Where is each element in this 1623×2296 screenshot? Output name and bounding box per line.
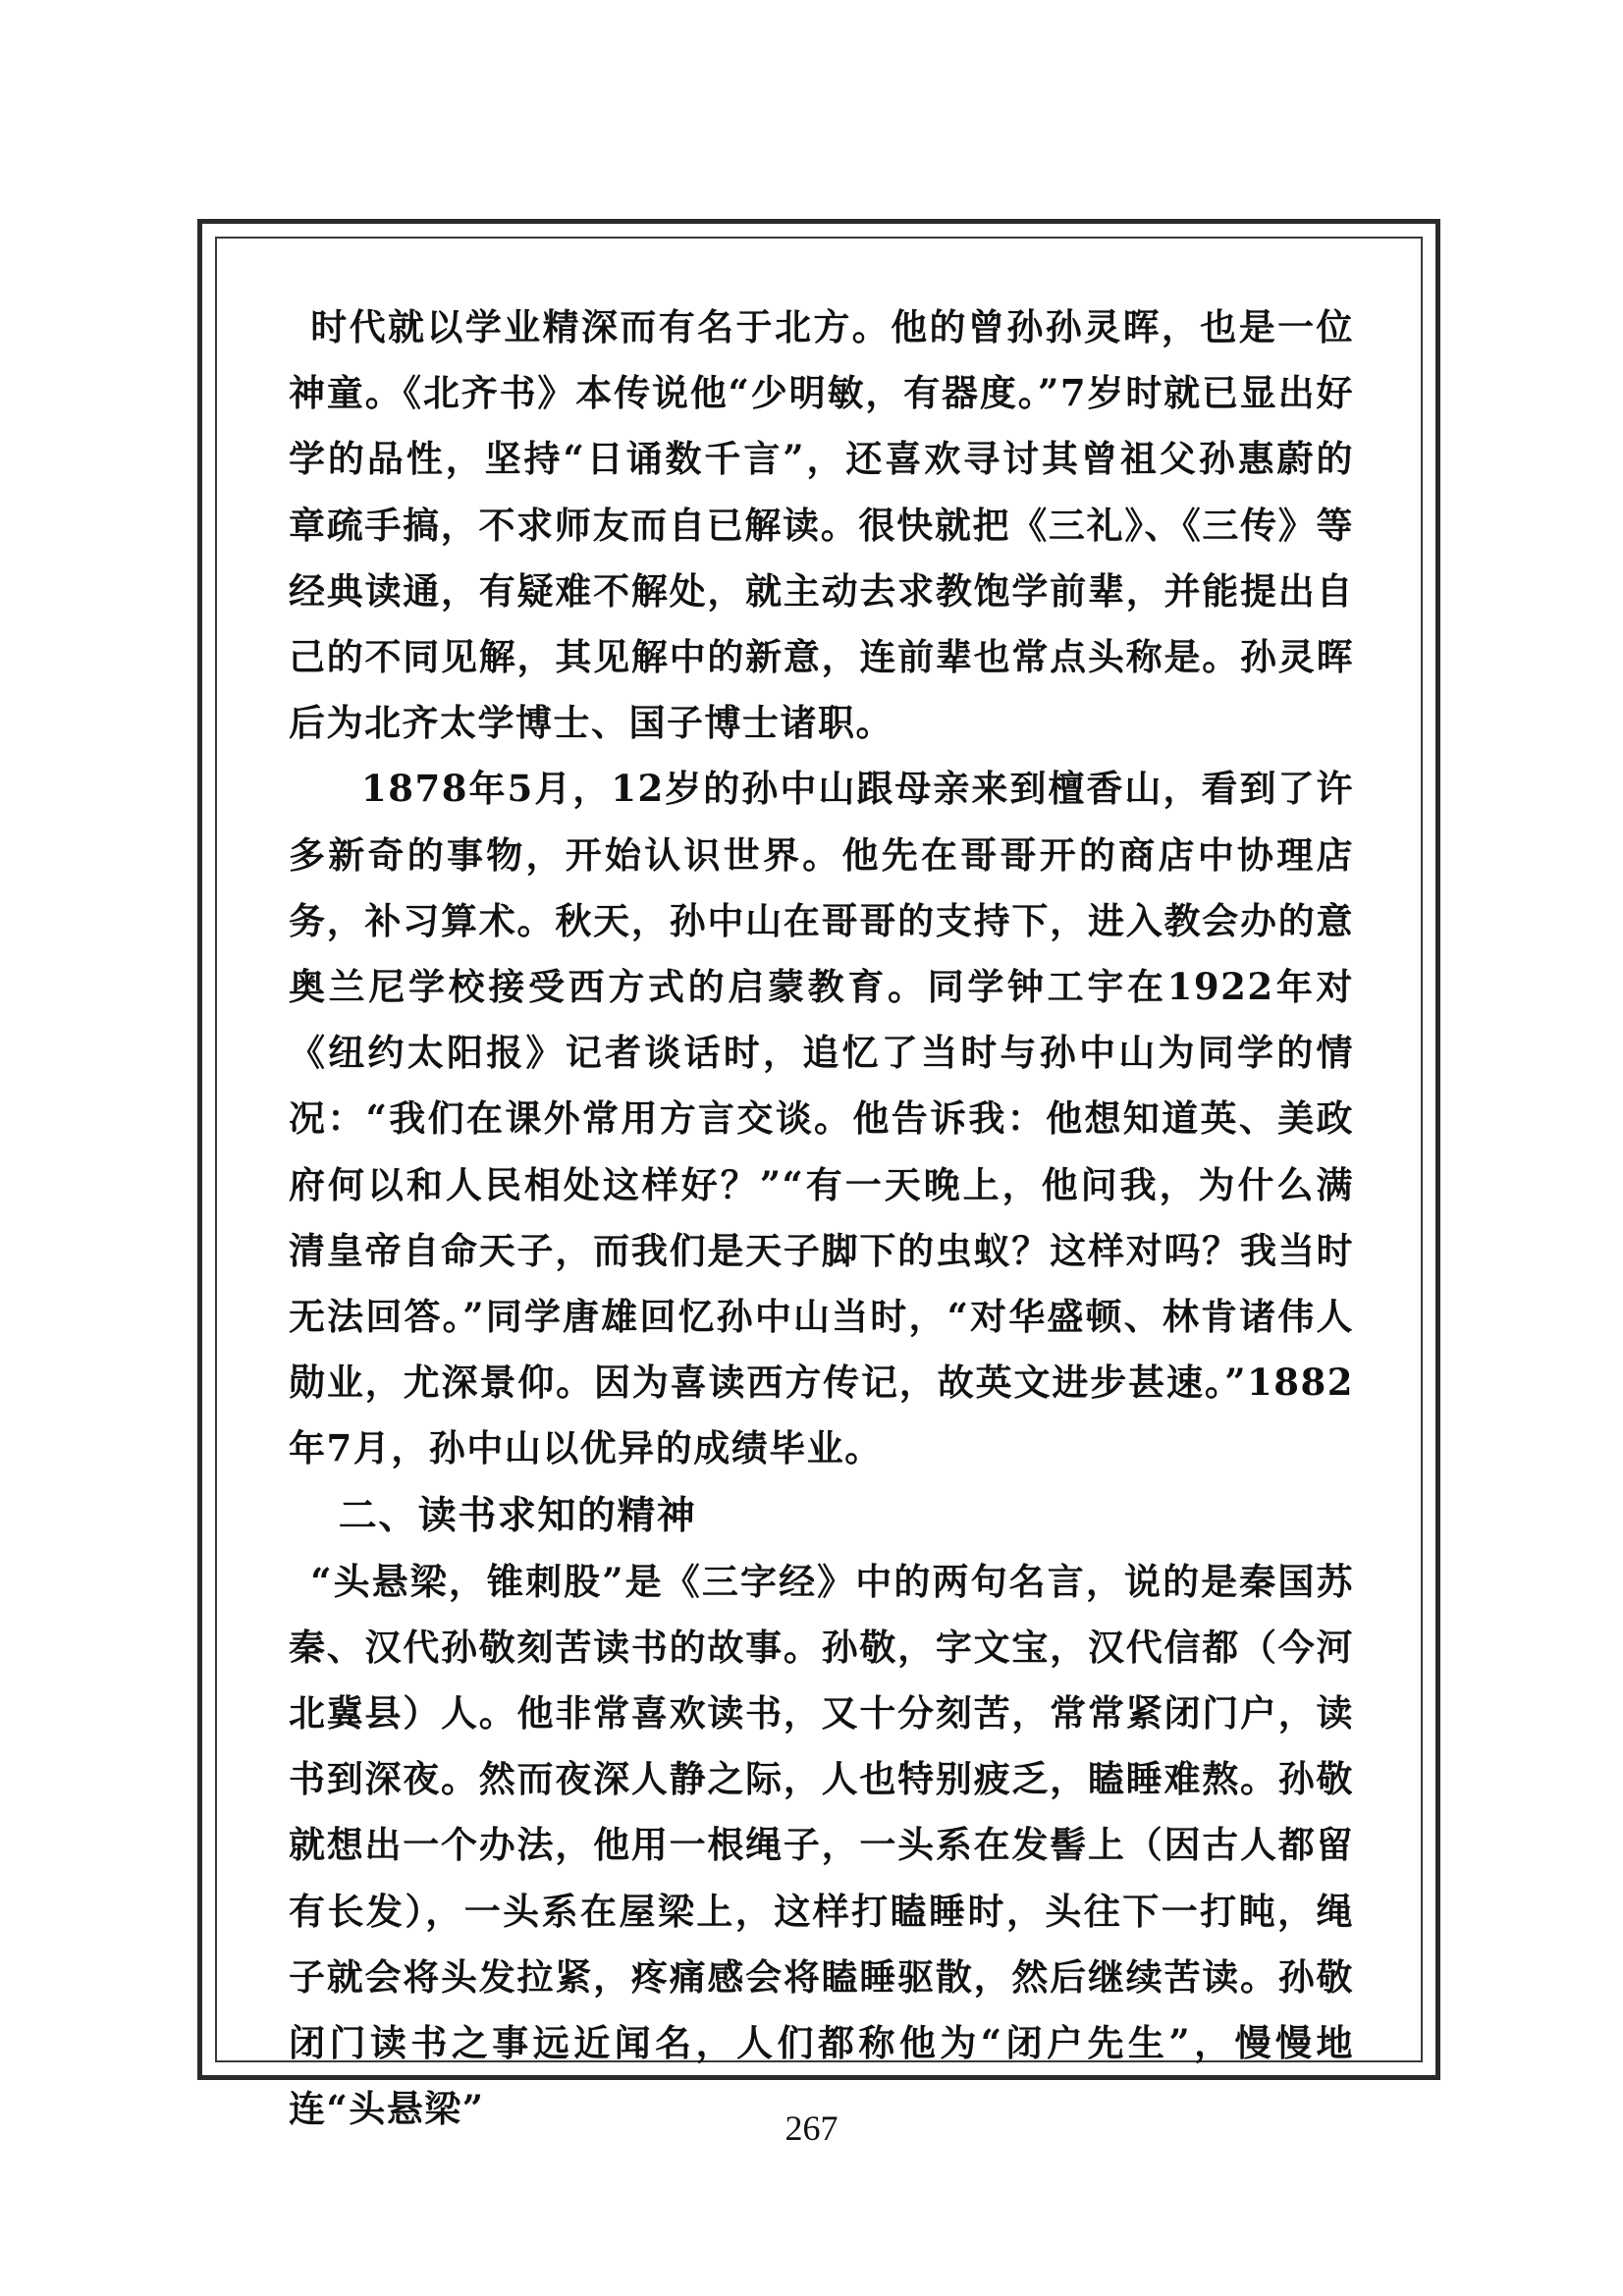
paragraph-sun-jing: “头悬梁，锥刺股”是《三字经》中的两句名言，说的是秦国苏秦、汉代孙敬刻苦读书的故事。孙敬，字文宝，汉代信都（今河北冀县）人。他非常喜欢读书，又十分刻苦，常常紧闭门户，读书到深夜。然而夜深人静之际，人也特别疲乏，瞌睡难熬。孙敬就想出一个办法，他用一根绳子，一头系在发髻上（因古人都留有长发），一头系在屋梁上，这样打瞌睡时，头往下一打盹，绳子就会将头发拉紧，疼痛感会将瞌睡驱散，然后继续苦读。孙敬闭门读书之事远近闻名，人们都称他为“闭户先生”，慢慢地连“头悬梁” [289, 1559, 1354, 2131]
paragraph-sun-zhongshan: 1878年5月，12岁的孙中山跟母亲来到檀香山，看到了许多新奇的事物，开始认识世界。他先在哥哥开的商店中协理店务，补习算术。秋天，孙中山在哥哥的支持下，进入教会办的意奥兰尼学校接受西方式的启蒙教育。同学钟工宇在1922年对《纽约太阳报》记者谈话时，追忆了当时与孙中山为同学的情况：“我们在课外常用方言交谈。他告诉我：他想知道英、美政府何以和人民相处这样好？”“有一天晚上，他问我，为什么满清皇帝自命天子，而我们是天子脚下的虫蚁？这样对吗？我当时无法回答。”同学唐雄回忆孙中山当时，“对华盛顿、林肯诸伟人勋业，尤深景仰。因为喜读西方传记，故英文进步甚速。”1882年7月，孙中山以优异的成绩毕业。 [289, 767, 1354, 1470]
page-body [289, 294, 1354, 2142]
section-heading: 二、读书求知的精神 [338, 1492, 697, 1538]
page-number: 267 [784, 2109, 839, 2148]
paragraph-sun-linghui: 时代就以学业精深而有名于北方。他的曾孙孙灵晖，也是一位神童。《北齐书》本传说他“少明敏，有器度。”7岁时就已显出好学的品性，坚持“日诵数千言”，还喜欢寻讨其曾祖父孙惠蔚的章疏手搞，不求师友而自已解读。很快就把《三礼》、《三传》等经典读通，有疑难不解处，就主动去求教饱学前辈，并能提出自己的不同见解，其见解中的新意，连前辈也常点头称是。孙灵晖后为北齐太学博士、国子博士诸职。 [289, 305, 1354, 745]
